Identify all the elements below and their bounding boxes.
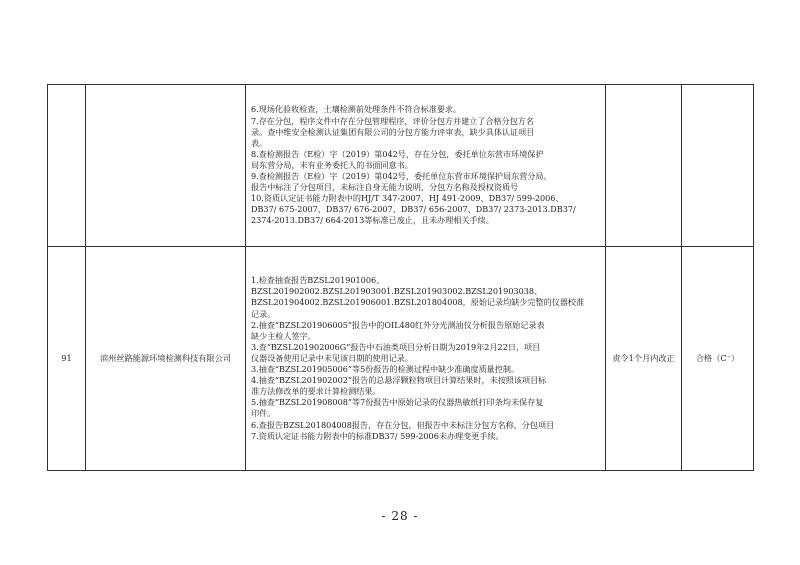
result-cell [682, 85, 754, 247]
issue-line: 5.抽查“BZSL201908008”等7份报告中原始记录的仪器热敏纸打印条均未保存复 [251, 397, 544, 408]
issue-line: 准方法修改单的要求计算检测结果。 [251, 386, 381, 397]
issue-line: 表。 [251, 137, 268, 148]
issue-line: 6.现场化验收检查，土壤检测前处理条件不符合标准要求。 [251, 104, 462, 115]
issue-line: 3.抽查“BZSL201905006”等5份报告的检测过程中缺少准确度质量控制。 [251, 364, 520, 375]
issue-line: 录。查中维安全检测认证集团有限公司的分包方能力评审表，缺少具体认证项目 [251, 126, 535, 137]
issue-line: DB37/ 675-2007、DB37/ 676-2007、DB37/ 656-2007、DB37/ 2373-2013.DB37/ [251, 204, 576, 215]
unit-name [86, 85, 246, 247]
issues-cell [246, 85, 606, 247]
issue-line: 3.查“BZSL201902006G”报告中石油类项目分析日期为2019年2月22日，项目 [251, 341, 541, 352]
issue-line: 局东营分局，未有业务委托人的书面同意书。 [251, 159, 413, 170]
table-row [48, 85, 754, 247]
issue-line: 2.抽查“BZSL201906005”报告中的OIL480红外分光测油仪分析报告原始记录表 [251, 319, 545, 330]
rectification-cell: 责令1个月内改正 [606, 247, 682, 471]
rectification-table [47, 84, 754, 471]
issue-line: 7.资质认定证书能力附表中的标准DB37/ 599-2006未办理变更手续。 [251, 430, 504, 441]
issue-line: 仪器设备使用记录中未见该日期的使用记录。 [251, 352, 413, 363]
result-cell: 合格（C⁻） [682, 247, 754, 471]
issue-line: 2374-2013.DB37/ 664-2013等标准已废止，且未办理相关手续。 [251, 215, 494, 226]
issue-line: 记录。 [251, 308, 276, 319]
issue-line: 缺少主检人签字。 [251, 330, 316, 341]
issue-line: 9.查检测报告（E检）字（2019）第042号，委托单位东营市环境保护局东营分局。 [251, 171, 552, 182]
issue-line: 报告中标注了分包项目，未标注自身无能力说明，分包方名称及授权资质号 [251, 182, 519, 193]
table-row [48, 247, 754, 471]
issue-line: BZSL201904002.BZSL201906001.BZSL201804008，原始记录均缺少完整的仪器校准 [251, 297, 585, 308]
rectification-cell [606, 85, 682, 247]
issue-line: 6.查报告BZSL201804008报告，存在分包，但报告中未标注分包方名称，分包项目 [251, 419, 555, 430]
issue-line: 1.检查抽查报告BZSL201901006、 [251, 275, 385, 286]
issue-line: 4.抽查“BZSL201902002”报告的总悬浮颗粒物项目计算结果时，未按照该项目标 [251, 375, 547, 386]
issue-line: 8.查检测报告（E检）字（2019）第042号，存在分包，委托单位东营市环境保护 [251, 148, 544, 159]
unit-name: 滨州丝路能源环境检测科技有限公司 [86, 247, 246, 471]
issue-line: 7.存在分包，程序文件中存在分包管理程序，评价分包方并建立了合格分包方名 [251, 115, 534, 126]
issue-line: 印件。 [251, 408, 276, 419]
row-number [48, 85, 86, 247]
row-number: 91 [48, 247, 86, 471]
issue-line: 10.资质认定证书能力附表中的HJ/T 347-2007、HJ 491-2009、DB37/ 599-2006、 [251, 193, 564, 204]
issue-line: BZSL201902002.BZSL201903001.BZSL201903002.BZSL201903038、 [251, 286, 543, 297]
page-number: - 28 - [381, 509, 419, 523]
issues-cell [246, 247, 606, 471]
